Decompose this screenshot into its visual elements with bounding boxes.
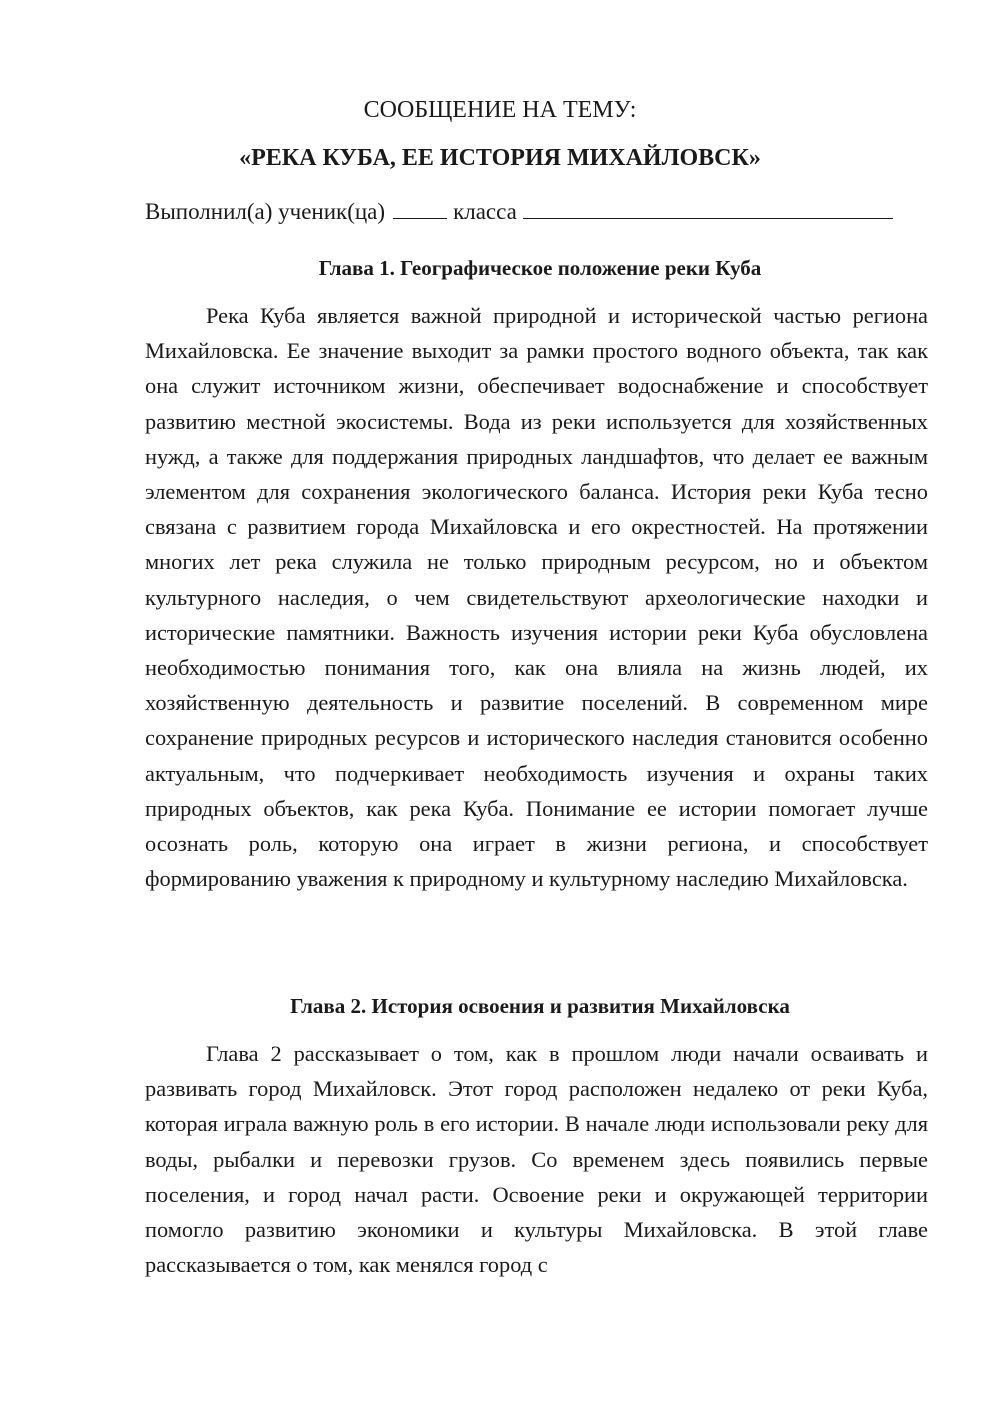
author-line	[145, 197, 935, 227]
author-prefix: Выполнил(а) ученик(ца)	[145, 199, 386, 224]
student-name-blank	[523, 198, 893, 219]
chapter-1-paragraph: Река Куба является важной природной и исторической частью региона Михайловска. Ее значение выходит за рамки простого водного объекта, так как она служит источником жизни, обеспечивает водоснабжение и способствует развитию местной экосистемы. Вода из реки используется для хозяйственных нужд, а также для поддержания природных ландшафтов, что делает ее важным элементом для сохранения экологического баланса. История реки Куба тесно связана с развитием города Михайловска и его окрестностей. На протяжении многих лет река служила не только природным ресурсом, но и объектом культурного наследия, о чем свидетельствуют археологические находки и исторические памятники. Важность изучения истории реки Куба обусловлена необходимостью понимания того, как она влияла на жизнь людей, их хозяйственную деятельность и развитие поселений. В современном мире сохранение природных ресурсов и исторического наследия становится особенно актуальным, что подчеркивает необходимость изучения и охраны таких природных объектов, как река Куба. Понимание ее истории помогает лучше осознать роль, которую она играет в жизни региона, и способствует формированию уважения к природному и культурному наследию Михайловска.	[145, 303, 928, 892]
class-number-blank	[393, 198, 447, 219]
document-title-line-1: СООБЩЕНИЕ НА ТЕМУ:	[363, 97, 637, 123]
author-class-label: класса	[453, 199, 517, 224]
chapter-2-paragraph: Глава 2 рассказывает о том, как в прошлом люди начали осваивать и развивать город Михайловск. Этот город расположен недалеко от реки Куба, которая играла важную роль в его истории. В начале люди использовали реку для воды, рыбалки и перевозки грузов. Со временем здесь появились первые поселения, и город начал расти. Освоение реки и окружающей территории помогло развитию экономики и культуры Михайловска. В этой главе рассказывается о том, как менялся город с	[145, 1041, 928, 1278]
chapter-2-heading: Глава 2. История освоения и развития Михайловска	[290, 994, 790, 1018]
chapter-1-heading: Глава 1. Географическое положение реки Куба	[318, 256, 762, 280]
document-title-line-2: «РЕКА КУБА, ЕЕ ИСТОРИЯ МИХАЙЛОВСК»	[239, 145, 761, 171]
